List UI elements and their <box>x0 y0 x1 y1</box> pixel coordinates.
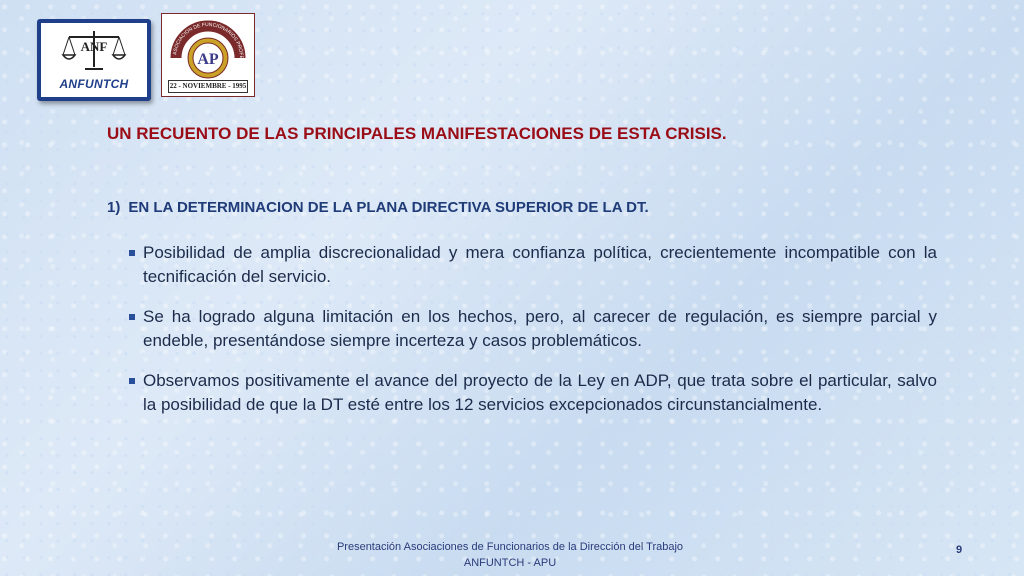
section-heading-text: EN LA DETERMINACION DE LA PLANA DIRECTIVA SUPERIOR DE LA DT. <box>128 199 649 216</box>
bullet-text: Se ha logrado alguna limitación en los hechos, pero, al carecer de regulación, es siempre parcial y endeble, presentándose siempre incerteza y casos problemáticos. <box>143 307 937 350</box>
bullet-list <box>128 241 937 433</box>
bullet-text: Posibilidad de amplia discrecionalidad y mera confianza política, crecientemente incompatible con la tecnificación del servicio. <box>143 243 937 286</box>
footer-line-2: ANFUNTCH - APU <box>463 557 557 569</box>
bullet-text: Observamos positivamente el avance del proyecto de la Ley en ADP, que trata sobre el particular, salvo la posibilidad de que la DT esté entre los 12 servicios excepcionados circunstancialmente. <box>143 371 937 414</box>
slide-title: UN RECUENTO DE LAS PRINCIPALES MANIFESTACIONES DE ESTA CRISIS. <box>107 124 727 143</box>
anfuntch-logo-name: ANFUNTCH <box>59 77 129 91</box>
list-item <box>128 305 937 353</box>
section-heading <box>107 199 649 216</box>
page-number: 9 <box>956 544 963 556</box>
square-bullet-icon <box>129 378 135 384</box>
list-item <box>128 241 937 289</box>
list-item <box>128 369 937 417</box>
apu-logo <box>161 13 255 97</box>
apu-founding-date: 22 - NOVIEMBRE - 1995 <box>168 80 248 93</box>
apu-ring-text: ASOCIACION DE FUNCIONARIOS PROFE <box>172 21 245 60</box>
square-bullet-icon <box>129 250 135 256</box>
anf-monogram: ANF <box>80 39 108 54</box>
footer <box>310 539 710 571</box>
footer-line-1: Presentación Asociaciones de Funcionarios de la Dirección del Trabajo <box>336 541 684 553</box>
anfuntch-logo <box>37 19 151 101</box>
section-number: 1) <box>107 199 121 216</box>
apu-monogram: AP <box>197 51 219 68</box>
square-bullet-icon <box>129 314 135 320</box>
